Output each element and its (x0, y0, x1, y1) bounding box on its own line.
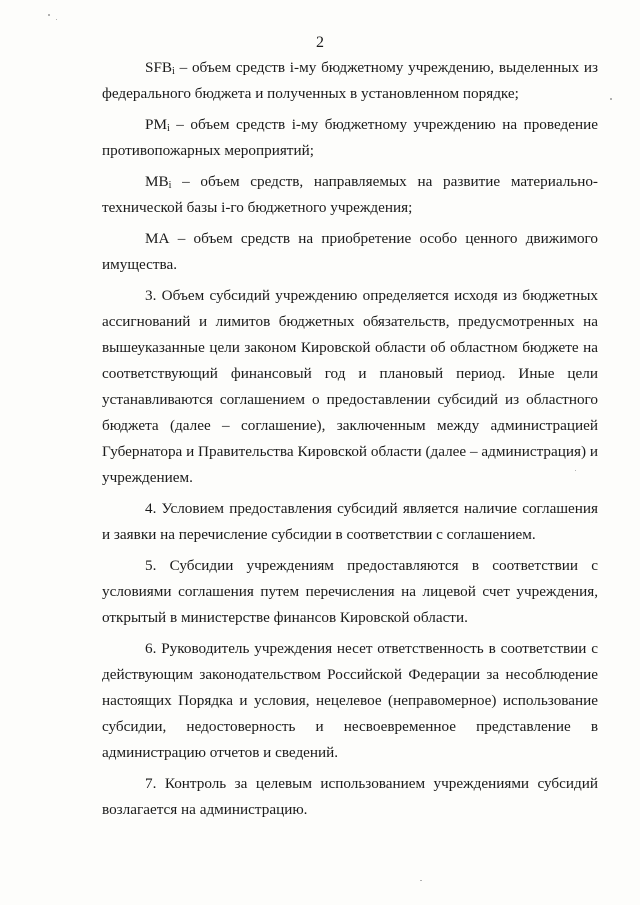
scan-speck (48, 14, 50, 16)
pm-symbol: PM (145, 116, 167, 133)
paragraph-5: 5. Субсидии учреждениям предоставляются в соответствии с условиями соглашения путем перечисления на лицевой счет учреждения, открытый в министерстве финансов Кировской области. (102, 557, 598, 626)
paragraph-ma: МА – объем средств на приобретение особо ценного движимого имущества. (102, 230, 598, 273)
paragraph-4: 4. Условием предоставления субсидий является наличие соглашения и заявки на перечисление субсидии в соответствии с соглашением. (102, 500, 598, 543)
page-number: 2 (316, 34, 324, 51)
document-body (102, 55, 598, 823)
sfb-text: – объем средств i-му бюджетному учреждению, выделенных из федерального бюджета и полученных в установленном порядке; (102, 59, 598, 102)
scan-speck (610, 98, 612, 100)
mb-subscript: i (168, 180, 172, 191)
paragraph-6: 6. Руководитель учреждения несет ответственность в соответствии с действующим законодательством Российской Федерации за несоблюдение настоящих Порядка и условия, нецелевое (неправомерное) использование субсидии, недостоверность и несвоевременное представление в администрацию отчетов и сведений. (102, 640, 598, 761)
mb-text: – объем средств, направляемых на развитие материально-технической базы i-го бюджетного учреждения; (102, 173, 598, 216)
sfb-symbol: SFB (145, 59, 173, 76)
mb-symbol: MB (145, 173, 169, 190)
pm-text: – объем средств i-му бюджетному учреждению на проведение противопожарных мероприятий; (102, 116, 598, 159)
scan-speck (420, 880, 422, 881)
paragraph-3: 3. Объем субсидий учреждению определяется исходя из бюджетных ассигнований и лимитов бюджетных обязательств, предусмотренных на вышеуказанные цели законом Кировской области об областном бюджете на соответствующий финансовый год и плановый период. Иные цели устанавливаются соглашением о предоставлении субсидий из областного бюджета (далее – соглашение), заключенным между администрацией Губернатора и Правительства Кировской области (далее – администрация) и учреждением. (102, 287, 598, 486)
paragraph-pm (102, 112, 598, 164)
paragraph-7: 7. Контроль за целевым использованием учреждениями субсидий возлагается на администрацию. (102, 775, 598, 818)
scan-speck (575, 470, 576, 471)
paragraph-sfb (102, 55, 598, 107)
pm-subscript: i (166, 123, 170, 134)
scan-speck (56, 19, 57, 20)
paragraph-mb (102, 169, 598, 221)
sfb-subscript: i (172, 66, 175, 77)
